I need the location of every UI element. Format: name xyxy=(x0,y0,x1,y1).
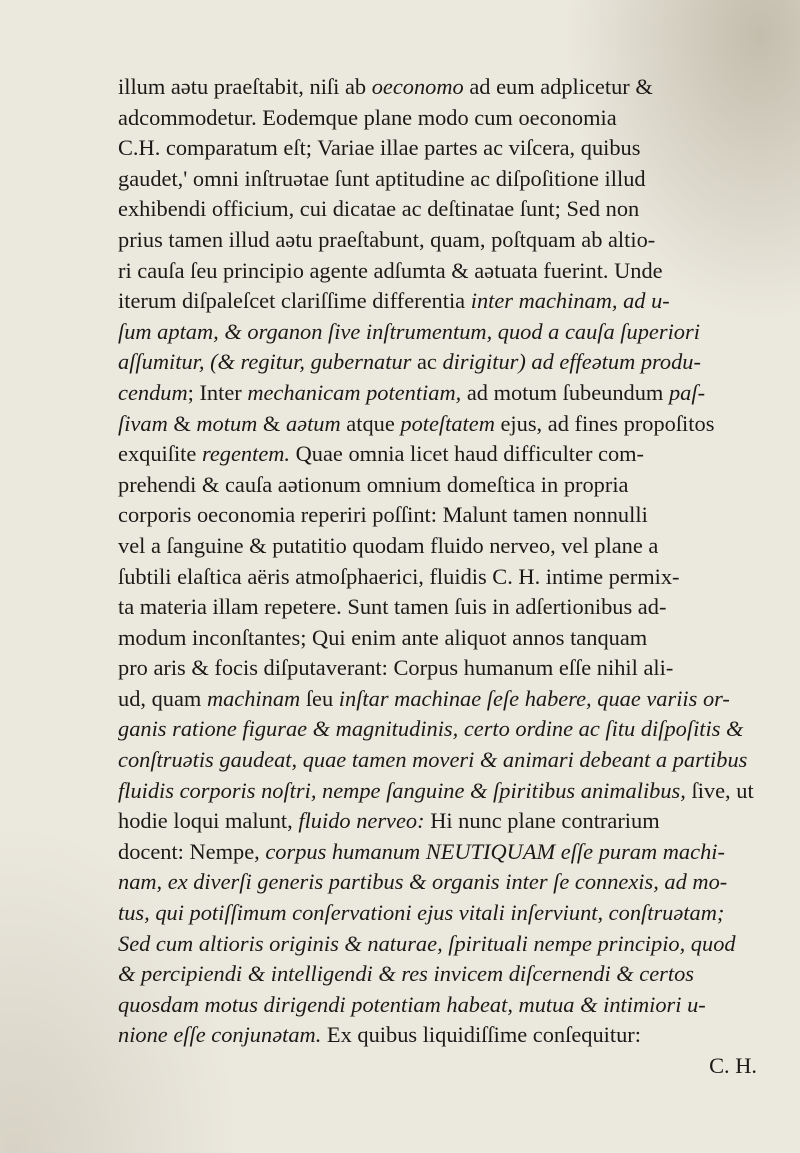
text-segment: adcommodetur. Eodemque plane modo cum oeconomia xyxy=(118,104,617,130)
text-segment: gaudet,' omni inſtruǝtae ſunt aptitudine ac diſpoſitione illud xyxy=(118,165,646,191)
italic-text-segment: cendum xyxy=(118,379,188,405)
text-segment: ad eum adplicetur & xyxy=(463,74,653,99)
text-line xyxy=(118,347,773,378)
text-line xyxy=(118,378,773,409)
italic-text-segment: inter machinam, ad u- xyxy=(470,288,670,314)
italic-text-segment: aſſumitur, (& regitur, gubernatur xyxy=(118,349,412,375)
text-line xyxy=(118,194,773,225)
text-line xyxy=(118,562,773,593)
italic-text-segment: machinam xyxy=(206,685,301,711)
text-line xyxy=(118,776,773,807)
italic-text-segment: nam, ex diverſi generis partibus & organis inter ſe connexis, ad mo- xyxy=(118,869,728,895)
italic-text-segment: ſum aptam, & organon ſive inſtrumentum, quod a cauſa ſuperiori xyxy=(118,318,700,344)
text-segment: ud, quam xyxy=(118,685,207,711)
italic-text-segment: conſtruǝtis gaudeat, quae tamen moveri & animari debeant a partibus xyxy=(118,747,748,773)
text-line xyxy=(118,959,773,990)
text-segment: hodie loqui malunt, xyxy=(118,808,299,834)
text-segment: C.H. comparatum eſt; Variae illae partes ac viſcera, quibus xyxy=(118,135,641,161)
text-line xyxy=(118,714,773,745)
text-line xyxy=(118,1020,773,1051)
text-segment: ac xyxy=(411,349,443,375)
text-segment: corporis oeconomia reperiri poſſint: Malunt tamen nonnulli xyxy=(118,502,648,528)
italic-text-segment: motum xyxy=(196,410,258,436)
text-line xyxy=(118,470,773,501)
text-line xyxy=(118,225,773,256)
text-line xyxy=(118,745,773,776)
text-line xyxy=(118,256,773,287)
text-segment: & xyxy=(257,410,286,436)
text-segment: Quae omnia licet haud difficulter com- xyxy=(290,441,645,467)
text-segment: & xyxy=(167,410,197,436)
italic-text-segment: fluidis corporis noſtri, nempe ſanguine & ſpiritibus animalibus, xyxy=(118,777,686,803)
italic-text-segment: Sed cum altioris originis & naturae, ſpirituali nempe principio, quod xyxy=(118,930,736,956)
text-line xyxy=(118,500,773,531)
italic-text-segment: poteſtatem xyxy=(400,410,495,436)
text-segment: ta materia illam repetere. Sunt tamen ſuis in adſertionibus ad- xyxy=(118,594,667,620)
text-segment: prehendi & cauſa aǝtionum omnium domeſtica in propria xyxy=(118,471,629,497)
italic-text-segment: regentem. xyxy=(201,441,291,467)
text-line xyxy=(118,684,773,715)
text-segment: exhibendi officium, cui dicatae ac deſtinatae ſunt; Sed non xyxy=(118,196,640,222)
italic-text-segment: ſivam xyxy=(118,410,168,436)
text-line xyxy=(118,623,773,654)
text-segment: docent: Nempe, xyxy=(118,838,266,864)
text-segment: vel a ſanguine & putatitio quodam fluido nerveo, vel plane a xyxy=(118,532,659,558)
text-segment: ; Inter xyxy=(187,379,248,405)
text-segment: exquiſite xyxy=(118,441,202,467)
text-line xyxy=(118,592,773,623)
text-line xyxy=(118,103,773,134)
text-line xyxy=(118,409,773,440)
text-line xyxy=(118,806,773,837)
text-segment: ri cauſa ſeu principio agente adſumta & aǝtuata fuerint. Unde xyxy=(118,257,663,283)
text-segment: ſeu xyxy=(300,685,339,711)
italic-text-segment: paſ- xyxy=(668,379,706,405)
text-segment: ad motum ſubeundum xyxy=(461,379,669,405)
text-segment: modum inconſtantes; Qui enim ante aliquot annos tanquam xyxy=(118,624,648,650)
text-line xyxy=(118,133,773,164)
catchword: C. H. xyxy=(709,1053,757,1078)
text-line xyxy=(118,72,773,103)
text-segment: Hi nunc plane contrarium xyxy=(424,808,660,834)
italic-text-segment: dirigitur) ad effeǝtum produ- xyxy=(442,349,701,375)
text-segment: ſive, ut xyxy=(685,777,754,803)
text-line xyxy=(118,286,773,317)
italic-text-segment: ganis ratione figurae & magnitudinis, certo ordine ac ſitu diſpoſitis & xyxy=(118,716,744,742)
italic-text-segment: corpus humanum NEUTIQUAM eſſe puram machi- xyxy=(265,838,725,864)
italic-text-segment: tus, qui potiſſimum conſervationi ejus vitali inſerviunt, conſtruǝtam; xyxy=(118,900,725,926)
text-segment: ſubtili elaſtica aëris atmoſphaerici, fluidis C. H. intime permix- xyxy=(118,563,680,589)
italic-text-segment: & percipiendi & intelligendi & res invicem diſcernendi & certos xyxy=(118,961,695,987)
text-segment: Ex quibus liquidiſſime conſequitur: xyxy=(321,1022,641,1048)
italic-text-segment: nione eſſe conjunǝtam. xyxy=(118,1022,322,1048)
text-line xyxy=(118,164,773,195)
text-line xyxy=(118,990,773,1021)
text-line xyxy=(118,531,773,562)
italic-text-segment: mechanicam potentiam, xyxy=(247,379,462,405)
italic-text-segment: oeconomo xyxy=(371,74,464,99)
text-segment: pro aris & focis diſputaverant: Corpus humanum eſſe nihil ali- xyxy=(118,655,674,681)
text-line xyxy=(118,898,773,929)
text-segment: illum aǝtu praeſtabit, niſi ab xyxy=(118,74,372,99)
italic-text-segment: fluido nerveo: xyxy=(298,808,425,834)
italic-text-segment: aǝtum xyxy=(285,410,341,436)
text-segment: ejus, ad fines propoſitos xyxy=(494,410,715,436)
text-line xyxy=(118,929,773,960)
text-line xyxy=(118,439,773,470)
text-line xyxy=(118,317,773,348)
italic-text-segment: inſtar machinae ſeſe habere, quae variis or- xyxy=(338,685,730,711)
text-line xyxy=(118,867,773,898)
text-line xyxy=(118,653,773,684)
text-segment: iterum diſpaleſcet clariſſime differentia xyxy=(118,288,471,314)
text-segment: atque xyxy=(340,410,401,436)
text-line xyxy=(118,837,773,868)
italic-text-segment: quosdam motus dirigendi potentiam habeat, mutua & intimiori u- xyxy=(118,991,706,1017)
page-body-text xyxy=(118,72,773,1082)
text-segment: prius tamen illud aǝtu praeſtabunt, quam, poſtquam ab altio- xyxy=(118,226,656,252)
